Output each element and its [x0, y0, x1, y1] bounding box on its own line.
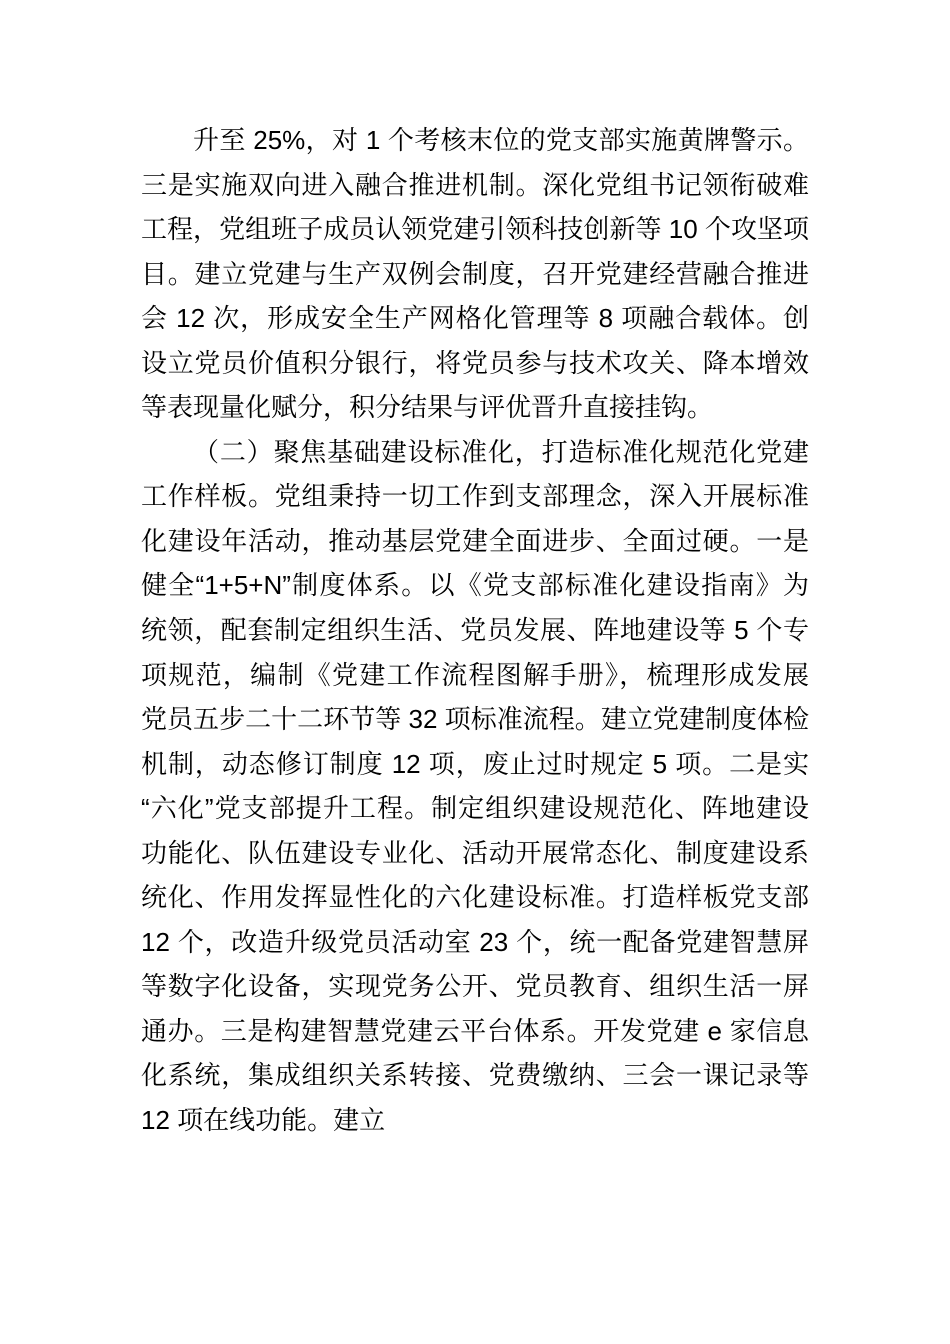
text-line-10: 化建设年活动，推动基层党建全面进步、全面过硬。一是	[141, 525, 809, 556]
text-line-14: 党员五步二十二环节等 32 项标准流程。建立党建制度体检	[141, 704, 809, 735]
text-line-19: 12 个，改造升级党员活动室 23 个，统一配备党建智慧屏	[141, 926, 809, 957]
text-line-13: 项规范，编制《党建工作流程图解手册》，梳理形成发展	[141, 659, 809, 690]
document-body	[141, 118, 809, 1143]
text-line-21: 通办。三是构建智慧党建云平台体系。开发党建 e 家信息	[141, 1015, 809, 1046]
text-line-17: 功能化、队伍建设专业化、活动开展常态化、制度建设系	[141, 837, 809, 868]
text-line-16: “六化”党支部提升工程。制定组织建设规范化、阵地建设	[141, 793, 809, 824]
text-line-15: 机制，动态修订制度 12 项，废止过时规定 5 项。二是实	[141, 748, 809, 779]
text-line-5: 会 12 次，形成安全生产网格化管理等 8 项融合载体。创	[141, 303, 809, 334]
text-line-8: （二）聚焦基础建设标准化，打造标准化规范化党建	[193, 436, 809, 467]
text-line-20: 等数字化设备，实现党务公开、党员教育、组织生活一屏	[141, 971, 809, 1002]
text-line-22: 化系统，集成组织关系转接、党费缴纳、三会一课记录等	[141, 1060, 809, 1091]
text-line-1: 升至 25%，对 1 个考核末位的党支部实施黄牌警示。	[193, 125, 809, 155]
text-line-23: 12 项在线功能。建立	[141, 1105, 386, 1136]
text-line-3: 工程，党组班子成员认领党建引领科技创新等 10 个攻坚项	[141, 214, 809, 245]
text-line-4: 目。建立党建与生产双例会制度，召开党建经营融合推进	[141, 258, 809, 289]
text-line-2: 三是实施双向进入融合推进机制。深化党组书记领衔破难	[141, 169, 809, 200]
text-line-9: 工作样板。党组秉持一切工作到支部理念，深入开展标准	[141, 481, 809, 512]
text-line-18: 统化、作用发挥显性化的六化建设标准。打造样板党支部	[141, 882, 809, 913]
text-line-12: 统领，配套制定组织生活、党员发展、阵地建设等 5 个专	[141, 615, 809, 646]
text-line-7: 等表现量化赋分，积分结果与评优晋升直接挂钩。	[141, 392, 714, 423]
text-line-6: 设立党员价值积分银行，将党员参与技术攻关、降本增效	[141, 347, 809, 378]
text-line-11: 健全“1+5+N”制度体系。以《党支部标准化建设指南》为	[141, 570, 809, 601]
